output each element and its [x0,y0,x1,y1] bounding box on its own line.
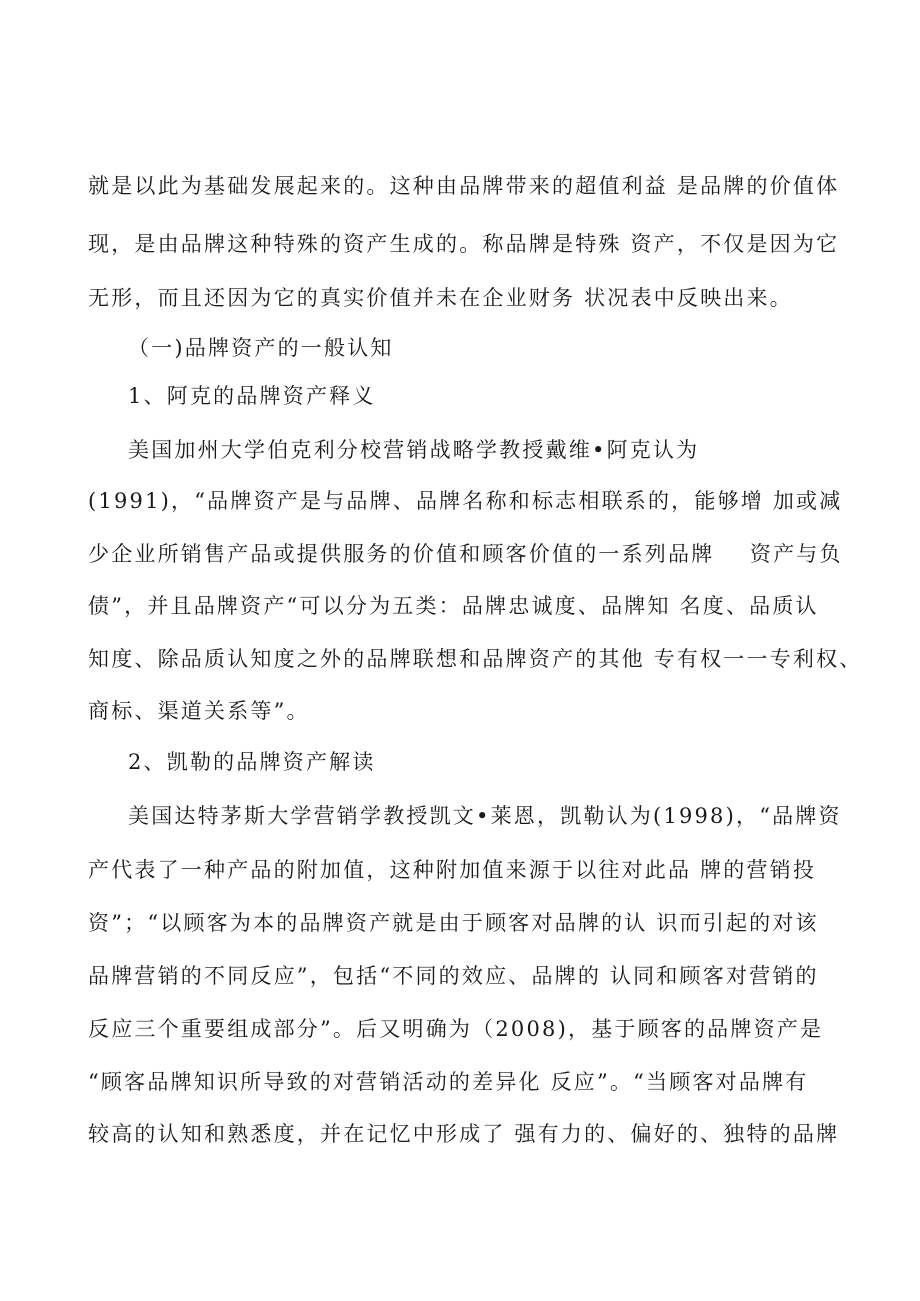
paragraph-line: 债”，并且品牌资产“可以分为五类：品牌忠诚度、品牌知 名度、品质认 [88,594,819,618]
paragraph-line: 美国达特茅斯大学营销学教授凯文•莱恩，凯勒认为(1998)，“品牌资 [128,804,842,828]
paragraph-line: 反应三个重要组成部分”。后又明确为（2008)，基于顾客的品牌资产是 [88,1017,824,1041]
section-heading: （一)品牌资产的一般认知 [128,336,394,360]
paragraph-line: “顾客品牌知识所导致的对营销活动的差异化 反应”。“当顾客对品牌有 [88,1070,809,1094]
paragraph-line: 无形，而且还因为它的真实价值并未在企业财务 状况表中反映出来。 [88,286,793,310]
paragraph-line: 资”；“以顾客为本的品牌资产就是由于顾客对品牌的认 识而引起的对该 [88,911,819,935]
paragraph-line: 现，是由品牌这种特殊的资产生成的。称品牌是特殊 资产，不仅是因为它 [88,232,840,256]
paragraph-line: 美国加州大学伯克利分校营销战略学教授戴维•阿克认为 [128,438,700,462]
paragraph-line: 知度、除品质认知度之外的品牌联想和品牌资产的其他 专有权一一专利权、 [88,647,863,671]
paragraph-line: 产代表了一种产品的附加值，这种附加值来源于以往对此品 牌的营销投 [88,858,817,882]
paragraph-line: 较高的认知和熟悉度，并在记忆中形成了 强有力的、偏好的、独特的品牌 [88,1122,840,1146]
paragraph-line: 品牌营销的不同反应”，包括“不同的效应、品牌的 认同和顾客对营销的 [88,964,819,988]
paragraph-line: 少企业所销售产品或提供服务的价值和顾客价值的一系列品牌 资产与负 [88,542,843,566]
subsection-heading: 1、阿克的品牌资产释义 [128,384,376,408]
subsection-heading: 2、凯勒的品牌资产解读 [128,750,376,774]
paragraph-line: 商标、渠道关系等”。 [88,699,310,723]
paragraph-line: (1991)，“品牌资产是与品牌、品牌名称和标志相联系的，能够增 加或减 [88,489,843,513]
paragraph-line: 就是以此为基础发展起来的。这种由品牌带来的超值利益 是品牌的价值体 [88,174,840,198]
